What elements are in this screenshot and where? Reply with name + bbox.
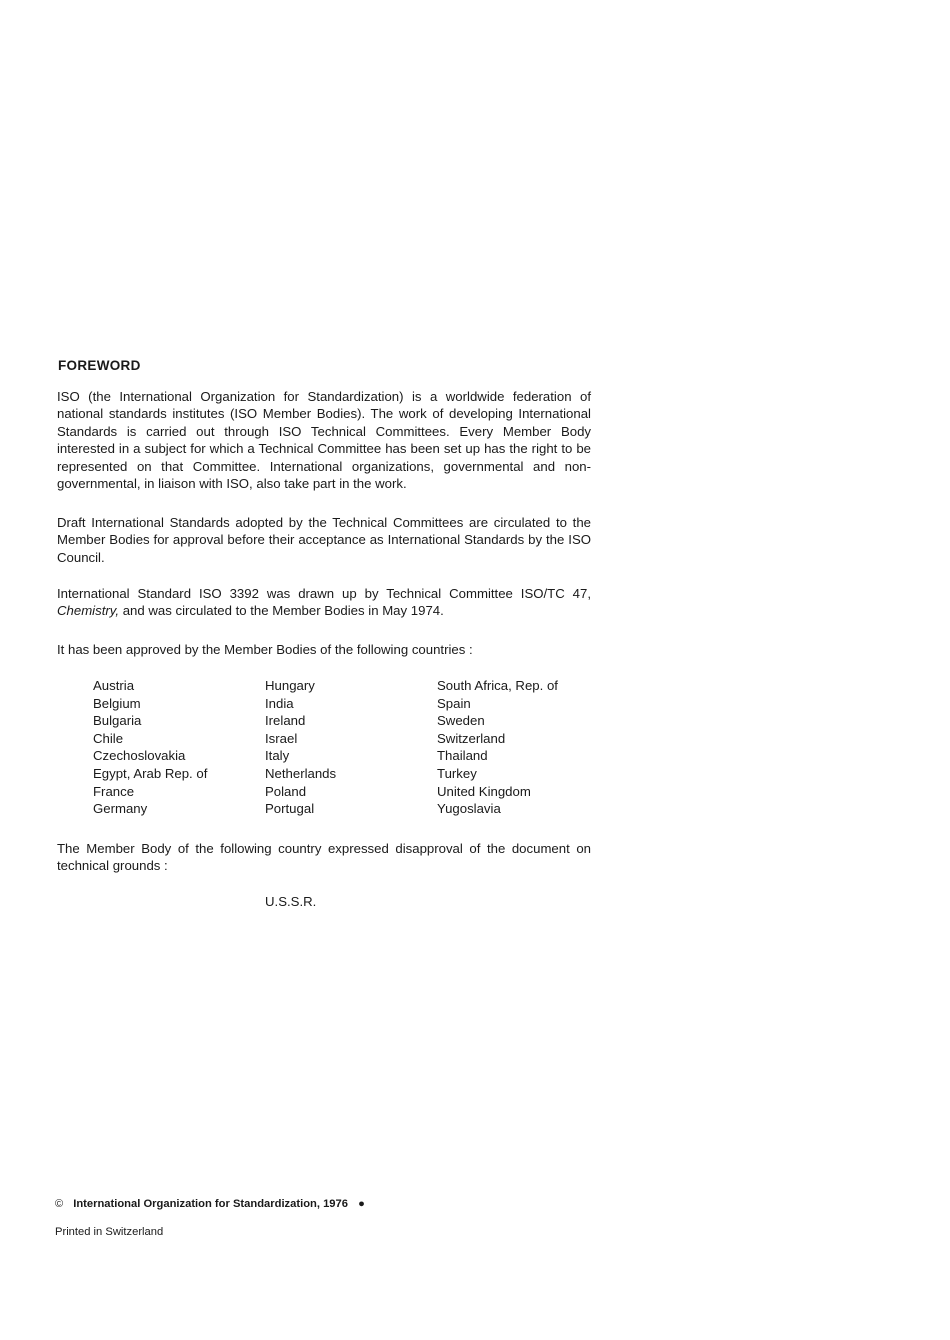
foreword-paragraph-2: Draft International Standards adopted by the Technical Committees are circulated to the Member Bodies for approval before their acceptance as International Standards by the ISO Council. [57, 515, 591, 565]
country-list-column-3 [437, 677, 558, 818]
bullet-icon: ● [358, 1198, 365, 1210]
disapproving-country: U.S.S.R. [265, 894, 317, 909]
country-item: United Kingdom [437, 783, 531, 799]
country-item: Belgium [93, 695, 141, 711]
approval-intro: It has been approved by the Member Bodies of the following countries : [57, 642, 473, 657]
country-item: Israel [265, 730, 298, 746]
country-item: Czechoslovakia [93, 748, 186, 764]
printed-location: Printed in Switzerland [55, 1226, 164, 1238]
country-item: Switzerland [437, 730, 506, 746]
country-item: Portugal [265, 801, 315, 817]
country-item: Yugoslavia [437, 801, 501, 817]
paragraph-3-text-start: International Standard ISO 3392 was drawn up by Technical Committee ISO/TC 47, [57, 586, 591, 601]
country-item: Ireland [265, 713, 306, 729]
country-item: Netherlands [265, 765, 337, 781]
paragraph-3-text-end: and was circulated to the Member Bodies in May 1974. [119, 603, 444, 619]
country-item: Bulgaria [93, 713, 142, 729]
copyright-icon: © [55, 1198, 64, 1210]
country-item: Chile [93, 730, 124, 746]
foreword-paragraph-3 [57, 585, 591, 620]
country-item: Poland [265, 783, 307, 799]
country-list-column-1 [93, 677, 207, 818]
country-item: Hungary [265, 678, 315, 693]
country-item: India [265, 695, 294, 711]
copyright-line [55, 1198, 365, 1210]
country-item: Germany [93, 801, 148, 817]
country-item: Sweden [437, 713, 485, 729]
foreword-heading: FOREWORD [58, 358, 141, 373]
foreword-paragraph-1: ISO (the International Organization for Standardization) is a worldwide federation of national standards institutes (ISO Member Bodies). The work of developing International Standards is carried out through ISO Technical Committees. Every Member Body interested in a subject for which a Technical Committee has been set up has the right to be represented on that Committee. International organizations, governmental and non-governmental, in liaison with ISO, also take part in the work. [57, 389, 591, 492]
country-item: Turkey [437, 765, 477, 781]
country-item: France [93, 783, 135, 799]
country-item: Spain [437, 695, 471, 711]
committee-name: Chemistry, [57, 603, 120, 619]
country-item: Italy [265, 748, 290, 764]
disapproval-statement: The Member Body of the following country expressed disapproval of the document on technical grounds : [57, 841, 591, 874]
country-list-column-2 [265, 677, 336, 818]
country-item: Austria [93, 678, 135, 693]
copyright-text: International Organization for Standardization, 1976 [73, 1198, 348, 1210]
country-item: South Africa, Rep. of [437, 678, 558, 693]
country-item: Egypt, Arab Rep. of [93, 765, 208, 781]
country-item: Thailand [437, 748, 488, 764]
